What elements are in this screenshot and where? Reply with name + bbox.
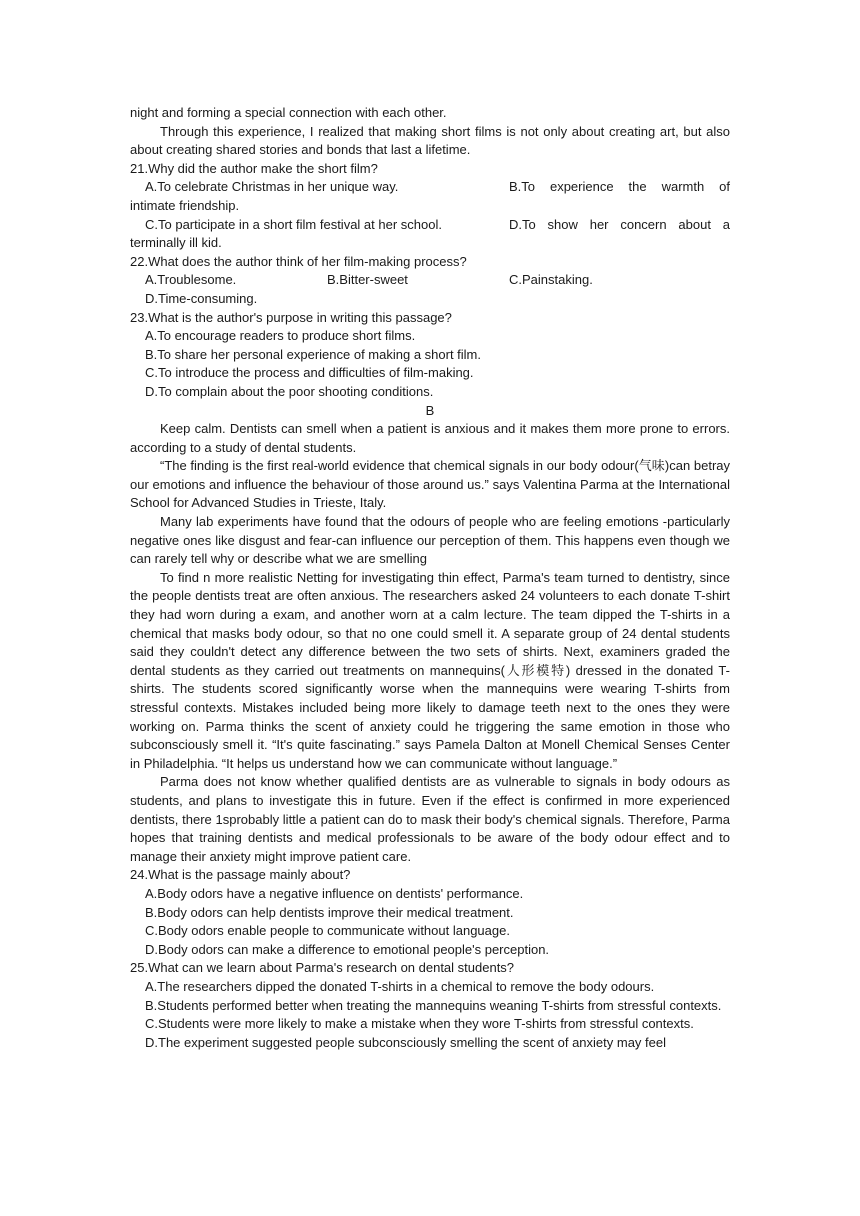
paragraph-intro-end: night and forming a special connection with each other.	[130, 105, 447, 120]
document-page	[130, 104, 730, 1052]
q23-option-d: D.To complain about the poor shooting conditions.	[145, 383, 434, 399]
q22-options-row	[130, 271, 730, 290]
q21-options-row-2	[130, 216, 730, 235]
passage-b-paragraph-5: Parma does not know whether qualified dentists are as vulnerable to signals in body odours as students, and plans to investigate this in future. Even if the effect is confirmed in more experienced dentists, there 1sprobably little a patient can do to mask their body's chemical signals. Therefore, Parma hopes that training dentists and medical professionals to be aware of the body odour effect and to manage their anxiety might improve patient care.	[130, 774, 730, 864]
q24-option-c: C.Body odors enable people to communicate without language.	[145, 923, 510, 939]
q21-option-b-continued: intimate friendship.	[130, 197, 240, 213]
passage-b-paragraph-2: “The finding is the first real-world evidence that chemical signals in our body odour(气味)can betray our emotions and influence the behaviour of those around us.” says Valentina Parma at the International School for Advanced Studies in Trieste, Italy.	[130, 458, 730, 511]
passage-b-paragraph-1: Keep calm. Dentists can smell when a patient is anxious and it makes them more prone to errors. according to a study of dental students.	[130, 421, 730, 455]
q25-option-c: C.Students were more likely to make a mistake when they wore T-shirts from stressful contexts.	[145, 1016, 694, 1032]
q25-option-a: A.The researchers dipped the donated T-shirts in a chemical to remove the body odours.	[145, 978, 655, 994]
q24-option-a: A.Body odors have a negative influence on dentists' performance.	[145, 885, 524, 901]
q21-options-row-1	[130, 178, 730, 197]
q22-option-b: B.Bitter-sweet	[327, 272, 408, 288]
q21-option-d: D.To show her concern about a	[509, 216, 730, 232]
q25-option-d: D.The experiment suggested people subconsciously smelling the scent of anxiety may feel	[145, 1034, 667, 1050]
q22-option-a: A.Troublesome.	[145, 272, 237, 288]
question-22: 22.What does the author think of her film-making process?	[130, 253, 467, 269]
q22-option-c: C.Painstaking.	[509, 272, 593, 288]
question-21: 21.Why did the author make the short film?	[130, 160, 378, 176]
q24-option-d: D.Body odors can make a difference to emotional people's perception.	[145, 941, 550, 957]
q22-option-d: D.Time-consuming.	[145, 290, 258, 306]
passage-b-paragraph-3: Many lab experiments have found that the odours of people who are feeling emotions -particularly negative ones like disgust and fear-can influence our perception of them. This happens even though we can rarely tell why or describe what we are smelling	[130, 514, 730, 567]
question-25: 25.What can we learn about Parma's research on dental students?	[130, 960, 515, 976]
q21-option-b: B.To experience the warmth of	[509, 179, 730, 195]
q23-option-c: C.To introduce the process and difficulties of film-making.	[145, 365, 474, 381]
question-24: 24.What is the passage mainly about?	[130, 867, 351, 883]
section-heading-b: B	[425, 402, 435, 418]
q23-option-a: A.To encourage readers to produce short films.	[145, 328, 416, 344]
q23-option-b: B.To share her personal experience of making a short film.	[145, 346, 482, 362]
q21-option-c: C.To participate in a short film festival at her school.	[145, 216, 442, 232]
question-23: 23.What is the author's purpose in writing this passage?	[130, 309, 452, 325]
paragraph-reflection: Through this experience, I realized that making short films is not only about creating art, but also about creating shared stories and bonds that last a lifetime.	[130, 123, 730, 158]
q21-option-a: A.To celebrate Christmas in her unique way.	[145, 179, 399, 195]
q24-option-b: B.Body odors can help dentists improve their medical treatment.	[145, 904, 514, 920]
passage-b-paragraph-4: To find n more realistic Netting for investigating thin effect, Parma's team turned to dentistry, since the people dentists treat are often anxious. The researchers asked 24 volunteers to each donate T-shirt they had worn during a exam, and another worn at a calm lecture. The team dipped the T-shirts in a chemical that masks body odour, so that no one could smell it. A separate group of 24 dental students said they couldn't detect any difference between the two sets of shirts. Next, examiners graded the dental students as they carried out treatments on mannequins(人形模特) dressed in the donated T-shirts. The students scored significantly worse when the mannequins were wearing T-shirts from stressful contexts. Mistakes included being more likely to damage teeth next to the ones they were working on. Parma thinks the scent of anxiety could he triggering the same emotion in those who subconsciously smell it. “It's quite fascinating.” says Pamela Dalton at Monell Chemical Senses Center in Philadelphia. “It helps us understand how we can communicate without language.”	[130, 569, 730, 771]
q21-option-d-continued: terminally ill kid.	[130, 235, 222, 251]
q25-option-b: B.Students performed better when treating the mannequins weaning T-shirts from stressful contexts.	[145, 997, 722, 1013]
